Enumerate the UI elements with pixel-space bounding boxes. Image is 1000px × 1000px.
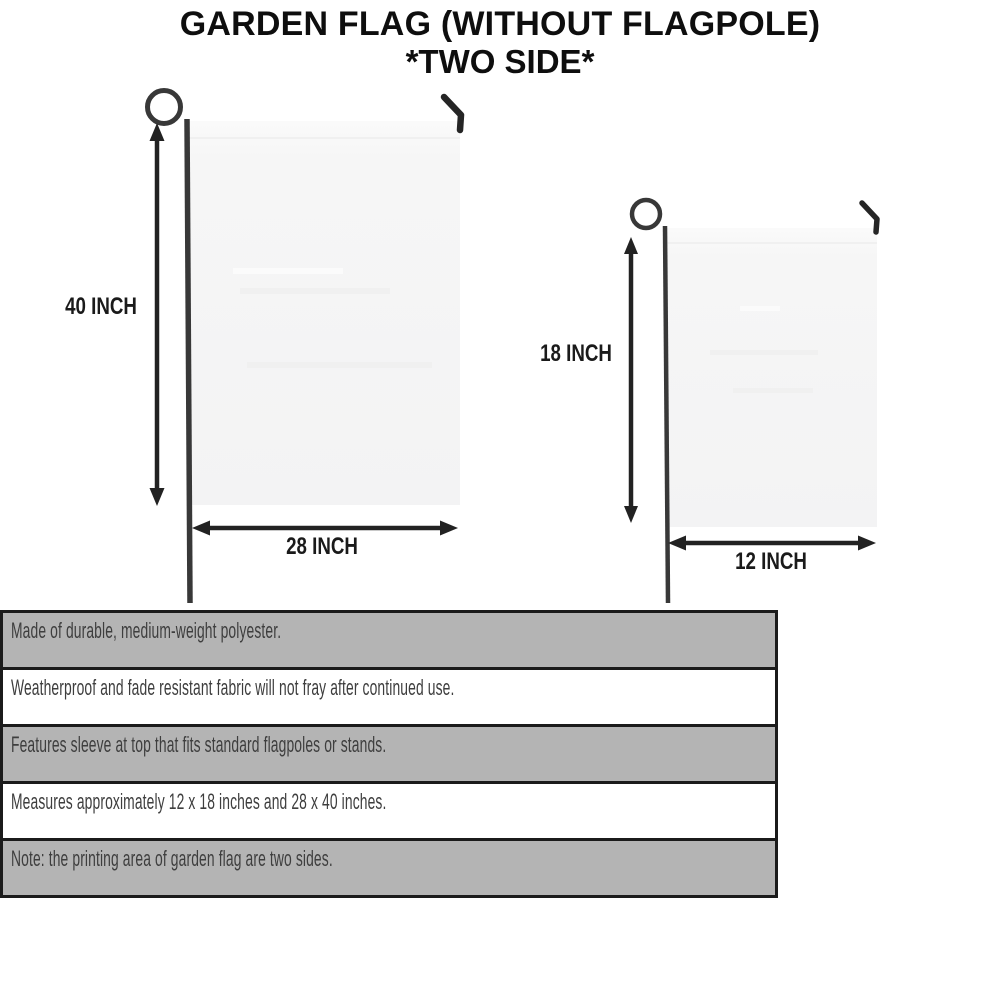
fabric-fold-highlight xyxy=(740,306,780,311)
large-flagpole xyxy=(187,119,190,603)
feature-text: Features sleeve at top that fits standard flagpoles or stands. xyxy=(11,732,387,757)
large-pole-loop xyxy=(148,91,181,124)
small-flag-diagram xyxy=(624,200,877,603)
fabric-fold-shadow xyxy=(240,288,390,294)
small-pole-loop xyxy=(632,200,660,228)
feature-text: Made of durable, medium-weight polyester. xyxy=(11,618,282,643)
feature-row-note xyxy=(0,838,778,898)
large-flag-panel xyxy=(189,121,460,505)
feature-row-sleeve xyxy=(0,724,778,784)
fabric-fold-shadow xyxy=(247,362,432,368)
fabric-fold-highlight xyxy=(233,268,343,274)
fabric-fold-shadow xyxy=(733,388,813,393)
title-line2: *TWO SIDE* xyxy=(405,43,595,80)
small-flagpole xyxy=(665,226,668,603)
arrow-up-icon xyxy=(624,237,638,254)
arrow-right-icon xyxy=(440,521,458,536)
small-hanger-hook xyxy=(862,203,877,232)
small-flag-height-label: 18 INCH xyxy=(540,340,612,367)
feature-list xyxy=(0,610,778,898)
fabric-fold-shadow xyxy=(710,350,818,355)
small-flag-width-label: 12 INCH xyxy=(735,548,807,575)
arrow-down-icon xyxy=(150,488,165,506)
feature-text: Note: the printing area of garden flag are two sides. xyxy=(11,846,333,871)
title-line1: GARDEN FLAG (WITHOUT FLAGPOLE) xyxy=(179,5,821,43)
feature-text: Weatherproof and fade resistant fabric will not fray after continued use. xyxy=(11,675,455,700)
arrow-left-icon xyxy=(192,521,210,536)
arrow-left-icon xyxy=(668,536,686,551)
large-flag-height-label: 40 INCH xyxy=(65,293,137,320)
large-flag-diagram xyxy=(148,91,462,604)
small-flag-panel xyxy=(667,228,877,527)
arrow-right-icon xyxy=(858,536,876,551)
feature-row-measures xyxy=(0,781,778,841)
arrow-down-icon xyxy=(624,506,638,523)
feature-text: Measures approximately 12 x 18 inches and 28 x 40 inches. xyxy=(11,789,387,814)
large-flag-width-label: 28 INCH xyxy=(286,533,358,560)
feature-row-weatherproof xyxy=(0,667,778,727)
feature-row-material xyxy=(0,610,778,670)
